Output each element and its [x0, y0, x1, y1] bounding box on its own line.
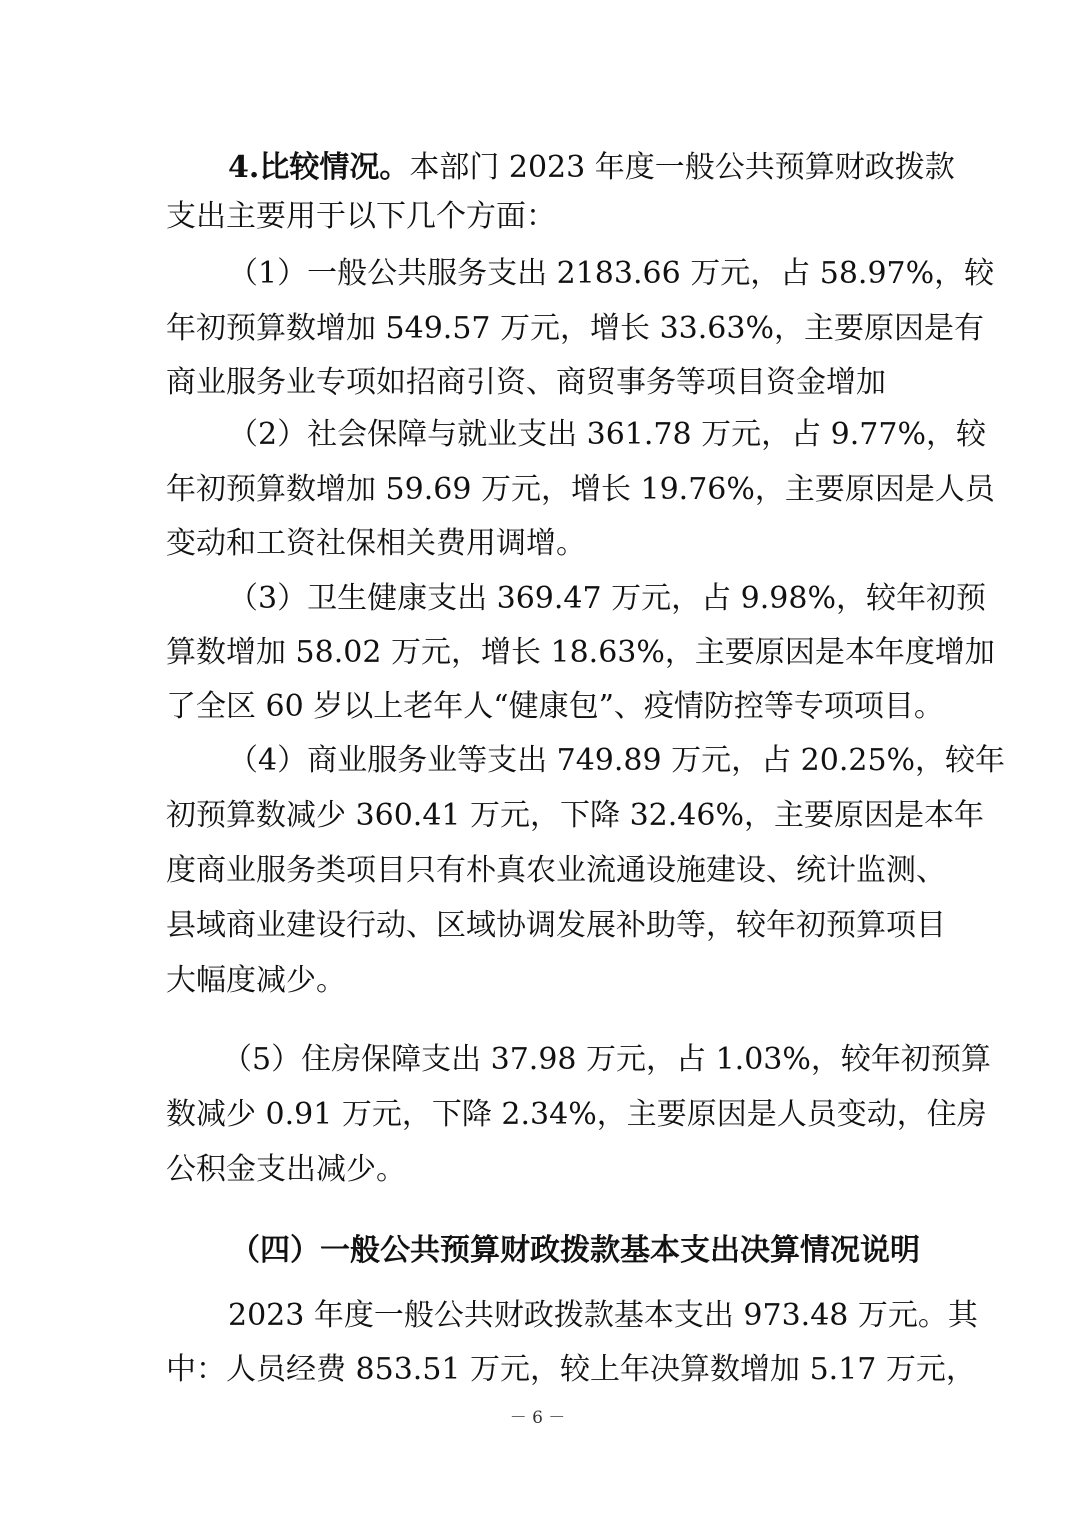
page-number: － 6 － [509, 1408, 566, 1428]
item-4-line-2: 初预算数减少 360.41 万元，下降 32.46%，主要原因是本年 [166, 798, 984, 833]
item-4-line-4: 县域商业建设行动、区域协调发展补助等，较年初预算项目 [166, 908, 946, 943]
item-5-line-3: 公积金支出减少。 [166, 1152, 406, 1187]
paragraph-4-lead: 4.比较情况。 [228, 150, 410, 185]
item-2-line-3: 变动和工资社保相关费用调增。 [166, 526, 586, 561]
section-4-line-1: 2023 年度一般公共财政拨款基本支出 973.48 万元。其 [228, 1298, 978, 1333]
item-2-line-2: 年初预算数增加 59.69 万元，增长 19.76%，主要原因是人员 [166, 472, 995, 507]
paragraph-4-line-2: 支出主要用于以下几个方面： [166, 199, 556, 234]
item-2-line-1: （2）社会保障与就业支出 361.78 万元，占 9.77%，较 [228, 417, 986, 452]
item-4-line-1: （4）商业服务业等支出 749.89 万元，占 20.25%，较年 [228, 743, 1006, 778]
item-3-line-2: 算数增加 58.02 万元，增长 18.63%，主要原因是本年度增加 [166, 635, 995, 670]
item-5-line-1: （5）住房保障支出 37.98 万元，占 1.03%，较年初预算 [222, 1042, 991, 1077]
section-4-line-2: 中：人员经费 853.51 万元，较上年决算数增加 5.17 万元， [166, 1352, 976, 1387]
item-1-line-3: 商业服务业专项如招商引资、商贸事务等项目资金增加 [166, 365, 886, 400]
item-1-line-2: 年初预算数增加 549.57 万元，增长 33.63%，主要原因是有 [166, 311, 984, 346]
item-3-line-3: 了全区 60 岁以上老年人“健康包”、疫情防控等专项项目。 [166, 689, 944, 724]
item-4-line-5: 大幅度减少。 [166, 963, 346, 998]
item-5-line-2: 数减少 0.91 万元，下降 2.34%，主要原因是人员变动，住房 [166, 1097, 987, 1132]
paragraph-4-line-1-text: 本部门 2023 年度一般公共预算财政拨款 [409, 150, 955, 185]
item-1-line-1: （1）一般公共服务支出 2183.66 万元，占 58.97%，较 [228, 256, 995, 291]
item-3-line-1: （3）卫生健康支出 369.47 万元，占 9.98%，较年初预 [228, 581, 986, 616]
section-4-heading: （四）一般公共预算财政拨款基本支出决算情况说明 [230, 1233, 920, 1268]
item-4-line-3: 度商业服务类项目只有朴真农业流通设施建设、统计监测、 [166, 853, 946, 888]
